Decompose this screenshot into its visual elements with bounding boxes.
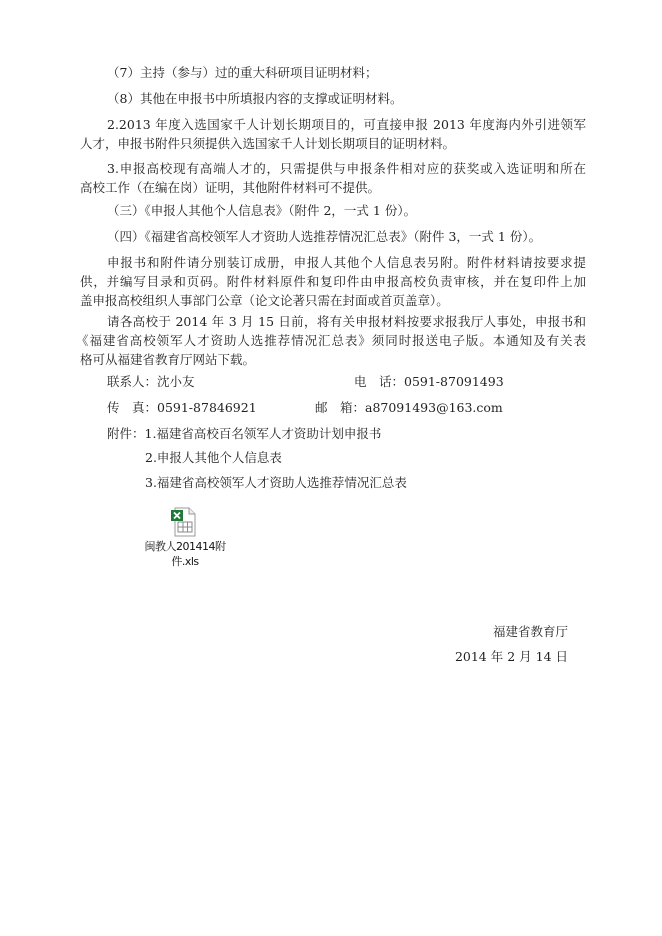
contact-email: 邮 箱：a87091493@163.com	[315, 400, 503, 415]
binding-line2: 供，并编写目录和页码。附件材料原件和复印件由申报高校负责审核，并在复印件上加	[80, 274, 586, 289]
binding-line1: 申报书和附件请分别装订成册，申报人其他个人信息表另附。附件材料请按要求提	[107, 255, 586, 270]
para3-line2: 高校工作（在编在岗）证明，其他附件材料可不提供。	[80, 180, 381, 195]
contact-phone: 电 话：0591-87091493	[354, 374, 504, 389]
contact-person: 联系人：沈小友	[107, 374, 195, 389]
para2-line1: 2.2013 年度入选国家千人计划长期项目的，可直接申报 2013 年度海内外引进领军	[107, 117, 586, 132]
item-8: （8）其他在申报书中所填报内容的支撑或证明材料。	[107, 91, 403, 106]
attachment-2: 2.申报人其他个人信息表	[145, 450, 282, 465]
contact-fax: 传 真：0591-87846921	[107, 400, 257, 415]
excel-file-icon[interactable]	[170, 507, 196, 537]
attachment-3: 3.福建省高校领军人才资助人选推荐情况汇总表	[145, 475, 407, 490]
file-name-line1: 闽教人201414附	[144, 540, 226, 553]
deadline-line3: 格可从福建省教育厅网站下载。	[80, 352, 256, 367]
binding-line3: 盖申报高校组织人事部门公章（论文论著只需在封面或首页盖章）。	[80, 293, 449, 308]
file-name-line2: 件.xls	[171, 555, 199, 568]
para2-line2: 人才，申报书附件只须提供入选国家千人计划长期项目的证明材料。	[80, 136, 456, 151]
item-7: （7）主持（参与）过的重大科研项目证明材料；	[107, 65, 378, 80]
section-3: （三）《申报人其他个人信息表》（附件 2，一式 1 份）。	[107, 203, 417, 218]
deadline-line2: 《福建省高校领军人才资助人选推荐情况汇总表》须同时报送电子版。本通知及有关表	[76, 333, 586, 348]
signature-org: 福建省教育厅	[492, 624, 568, 639]
deadline-line1: 请各高校于 2014 年 3 月 15 日前，将有关申报材料按要求报我厅人事处，申报书和	[107, 314, 586, 329]
section-4: （四）《福建省高校领军人才资助人选推荐情况汇总表》（附件 3，一式 1 份）。	[107, 229, 542, 244]
signature-date: 2014 年 2 月 14 日	[454, 649, 568, 664]
embedded-file-name[interactable]	[140, 539, 230, 569]
attachment-1: 附件：1.福建省高校百名领军人才资助计划申报书	[107, 426, 382, 441]
para3-line1: 3.申报高校现有高端人才的，只需提供与申报条件相对应的获奖或入选证明和所在	[107, 161, 586, 176]
